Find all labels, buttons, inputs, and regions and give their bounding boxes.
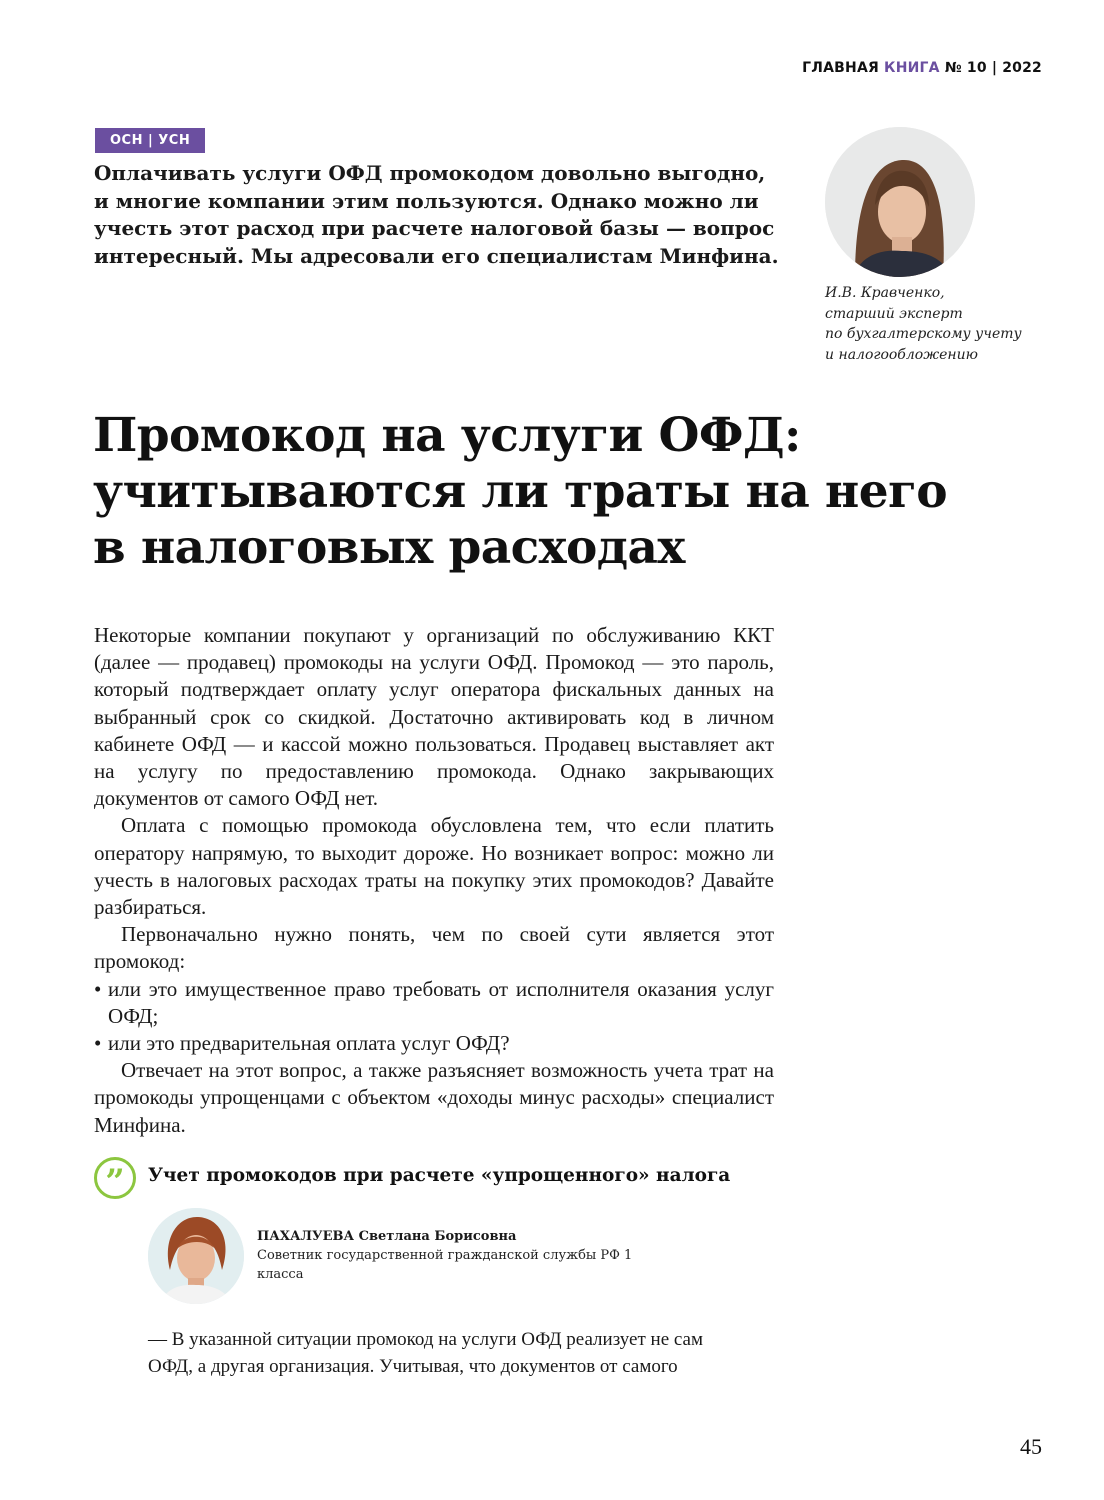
expert-position-line1: старший эксперт — [825, 305, 963, 322]
body-paragraph-4: Отвечает на этот вопрос, а также разъясняет возможность учета трат на промокоды упрощенцами с объектом «доходы минус расходы» специалист Минфина. — [94, 1058, 774, 1137]
magazine-name-part2: КНИГА — [884, 60, 940, 76]
bullet-item-1: • или это имущественное право требовать от исполнителя оказания услуг ОФД; — [94, 976, 774, 1030]
title-line1: Промокод на услуги ОФД: — [93, 408, 801, 463]
section-heading: Учет промокодов при расчете «упрощенного» налога — [148, 1165, 731, 1186]
title-line2: учитываются ли траты на него — [93, 464, 947, 519]
specialist-name: ПАХАЛУЕВА Светлана Борисовна — [257, 1229, 517, 1244]
answer-line1: — В указанной ситуации промокод на услуги ОФД реализует не сам — [148, 1329, 704, 1350]
body-paragraph-3: Первоначально нужно понять, чем по своей сути является этот промокод: — [94, 922, 774, 974]
magazine-name-part1: ГЛАВНАЯ — [802, 60, 879, 76]
expert-portrait-icon — [825, 127, 975, 277]
quote-glyph: ” — [105, 1162, 125, 1202]
expert-position-line3: и налогообложению — [825, 346, 978, 363]
specialist-portrait-icon — [148, 1208, 244, 1304]
issue-number: № 10 | 2022 — [944, 60, 1042, 76]
specialist-photo — [148, 1208, 244, 1304]
expert-caption — [825, 283, 1065, 365]
expert-position-line2: по бухгалтерскому учету — [825, 326, 1022, 342]
body-paragraph-1: Некоторые компании покупают у организаций по обслуживанию ККТ (далее — продавец) промокоды на услуги ОФД. Промокод — это пароль, который подтверждает оплату услуг оператора фискальных данных на выбранный срок со скидкой. Достаточно активировать код в личном кабинете ОФД — и кассой можно пользоваться. Продавец выставляет акт на услугу по предоставлению промокода. Однако закрывающих документов от самого ОФД нет. — [94, 623, 774, 811]
answer-line2: ОФД, а другая организация. Учитывая, что документов от самого — [148, 1356, 678, 1377]
expert-name: И.В. Кравченко, — [825, 285, 945, 301]
specialist-position: Советник государственной гражданской службы РФ 1 класса — [257, 1248, 633, 1282]
body-paragraph-2: Оплата с помощью промокода обусловлена тем, что если платить оператору напрямую, то выходит дороже. Но возникает вопрос: можно ли учесть в налоговых расходах траты на покупку этих промокодов? Давайте разбираться. — [94, 813, 774, 920]
quote-icon — [94, 1157, 136, 1202]
specialist-answer — [148, 1326, 748, 1380]
magazine-masthead — [802, 60, 1042, 76]
bullet-item-2: • или это предварительная оплата услуг ОФД? — [94, 1030, 774, 1057]
title-line3: в налоговых расходах — [93, 520, 685, 575]
article-body — [94, 622, 774, 1139]
lead-paragraph: Оплачивать услуги ОФД промокодом довольно выгодно, и многие компании этим пользуются. Однако можно ли учесть этот расход при расчете налоговой базы — вопрос интересный. Мы адресовали его специалистам Минфина. — [94, 161, 779, 268]
rubric-tag: ОСН | УСН — [95, 128, 205, 153]
article-title — [93, 408, 1053, 576]
expert-photo — [825, 127, 975, 277]
page-number: 45 — [1020, 1434, 1042, 1459]
bullet-list — [94, 976, 774, 1058]
